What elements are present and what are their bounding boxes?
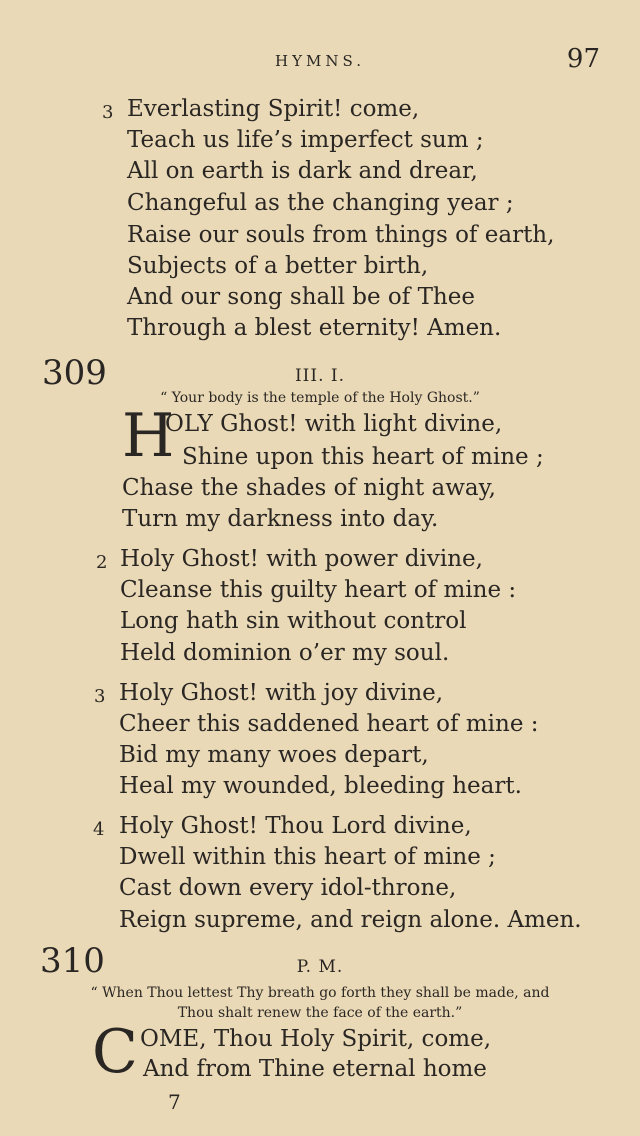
verse-line: Cast down every idol-throne,	[119, 875, 457, 901]
hymn-meter: III. I.	[294, 366, 346, 386]
running-header: HYMNS.	[275, 52, 365, 70]
verse-number: 3	[94, 686, 106, 707]
verse-line: Held dominion o’er my soul.	[120, 640, 450, 666]
verse-line: Holy Ghost! with power divine,	[120, 546, 483, 572]
hymn-epigraph: “ When Thou lettest Thy breath go forth they shall be made, and	[90, 985, 550, 1001]
hymn-meter: P. M.	[296, 957, 344, 977]
verse-number: 2	[96, 552, 108, 573]
verse-number: 4	[93, 819, 105, 840]
page-number: 97	[566, 44, 600, 74]
verse-line: Turn my darkness into day.	[122, 506, 439, 532]
signature-mark: 7	[168, 1090, 181, 1114]
verse-line: Cheer this saddened heart of mine :	[119, 711, 539, 737]
verse-line: Reign supreme, and reign alone. Amen.	[119, 907, 582, 933]
verse-line: Changeful as the changing year ;	[127, 190, 514, 216]
verse-line: Teach us life’s imperfect sum ;	[127, 127, 484, 153]
verse-line: Holy Ghost! Thou Lord divine,	[119, 813, 472, 839]
verse-line: Bid my many woes depart,	[119, 742, 429, 768]
verse-line: Subjects of a better birth,	[127, 253, 429, 279]
verse-line: Raise our souls from things of earth,	[127, 222, 555, 248]
verse-line: OLY Ghost! with light divine,	[165, 411, 503, 437]
verse-line: Shine upon this heart of mine ;	[182, 444, 544, 470]
verse-line: Chase the shades of night away,	[122, 475, 496, 501]
drop-cap: C	[92, 1017, 138, 1087]
verse-line: Cleanse this guilty heart of mine :	[120, 577, 517, 603]
verse-line: Dwell within this heart of mine ;	[119, 844, 496, 870]
verse-line: Everlasting Spirit! come,	[127, 96, 420, 122]
verse-line: And from Thine eternal home	[143, 1056, 487, 1082]
hymn-number: 309	[42, 353, 107, 393]
verse-line: Heal my wounded, bleeding heart.	[119, 773, 522, 799]
verse-line: All on earth is dark and drear,	[127, 158, 478, 184]
verse-number: 3	[102, 102, 114, 123]
verse-line: Holy Ghost! with joy divine,	[119, 680, 444, 706]
hymn-epigraph: “ Your body is the temple of the Holy Ghost.”	[160, 390, 480, 406]
verse-line: OME, Thou Holy Spirit, come,	[140, 1026, 492, 1052]
verse-line: Long hath sin without control	[120, 608, 467, 634]
verse-line: And our song shall be of Thee	[127, 284, 475, 310]
hymn-epigraph: Thou shalt renew the face of the earth.”	[177, 1005, 463, 1021]
drop-cap: H	[122, 401, 175, 471]
hymn-number: 310	[40, 941, 105, 981]
verse-line: Through a blest eternity! Amen.	[127, 315, 502, 341]
